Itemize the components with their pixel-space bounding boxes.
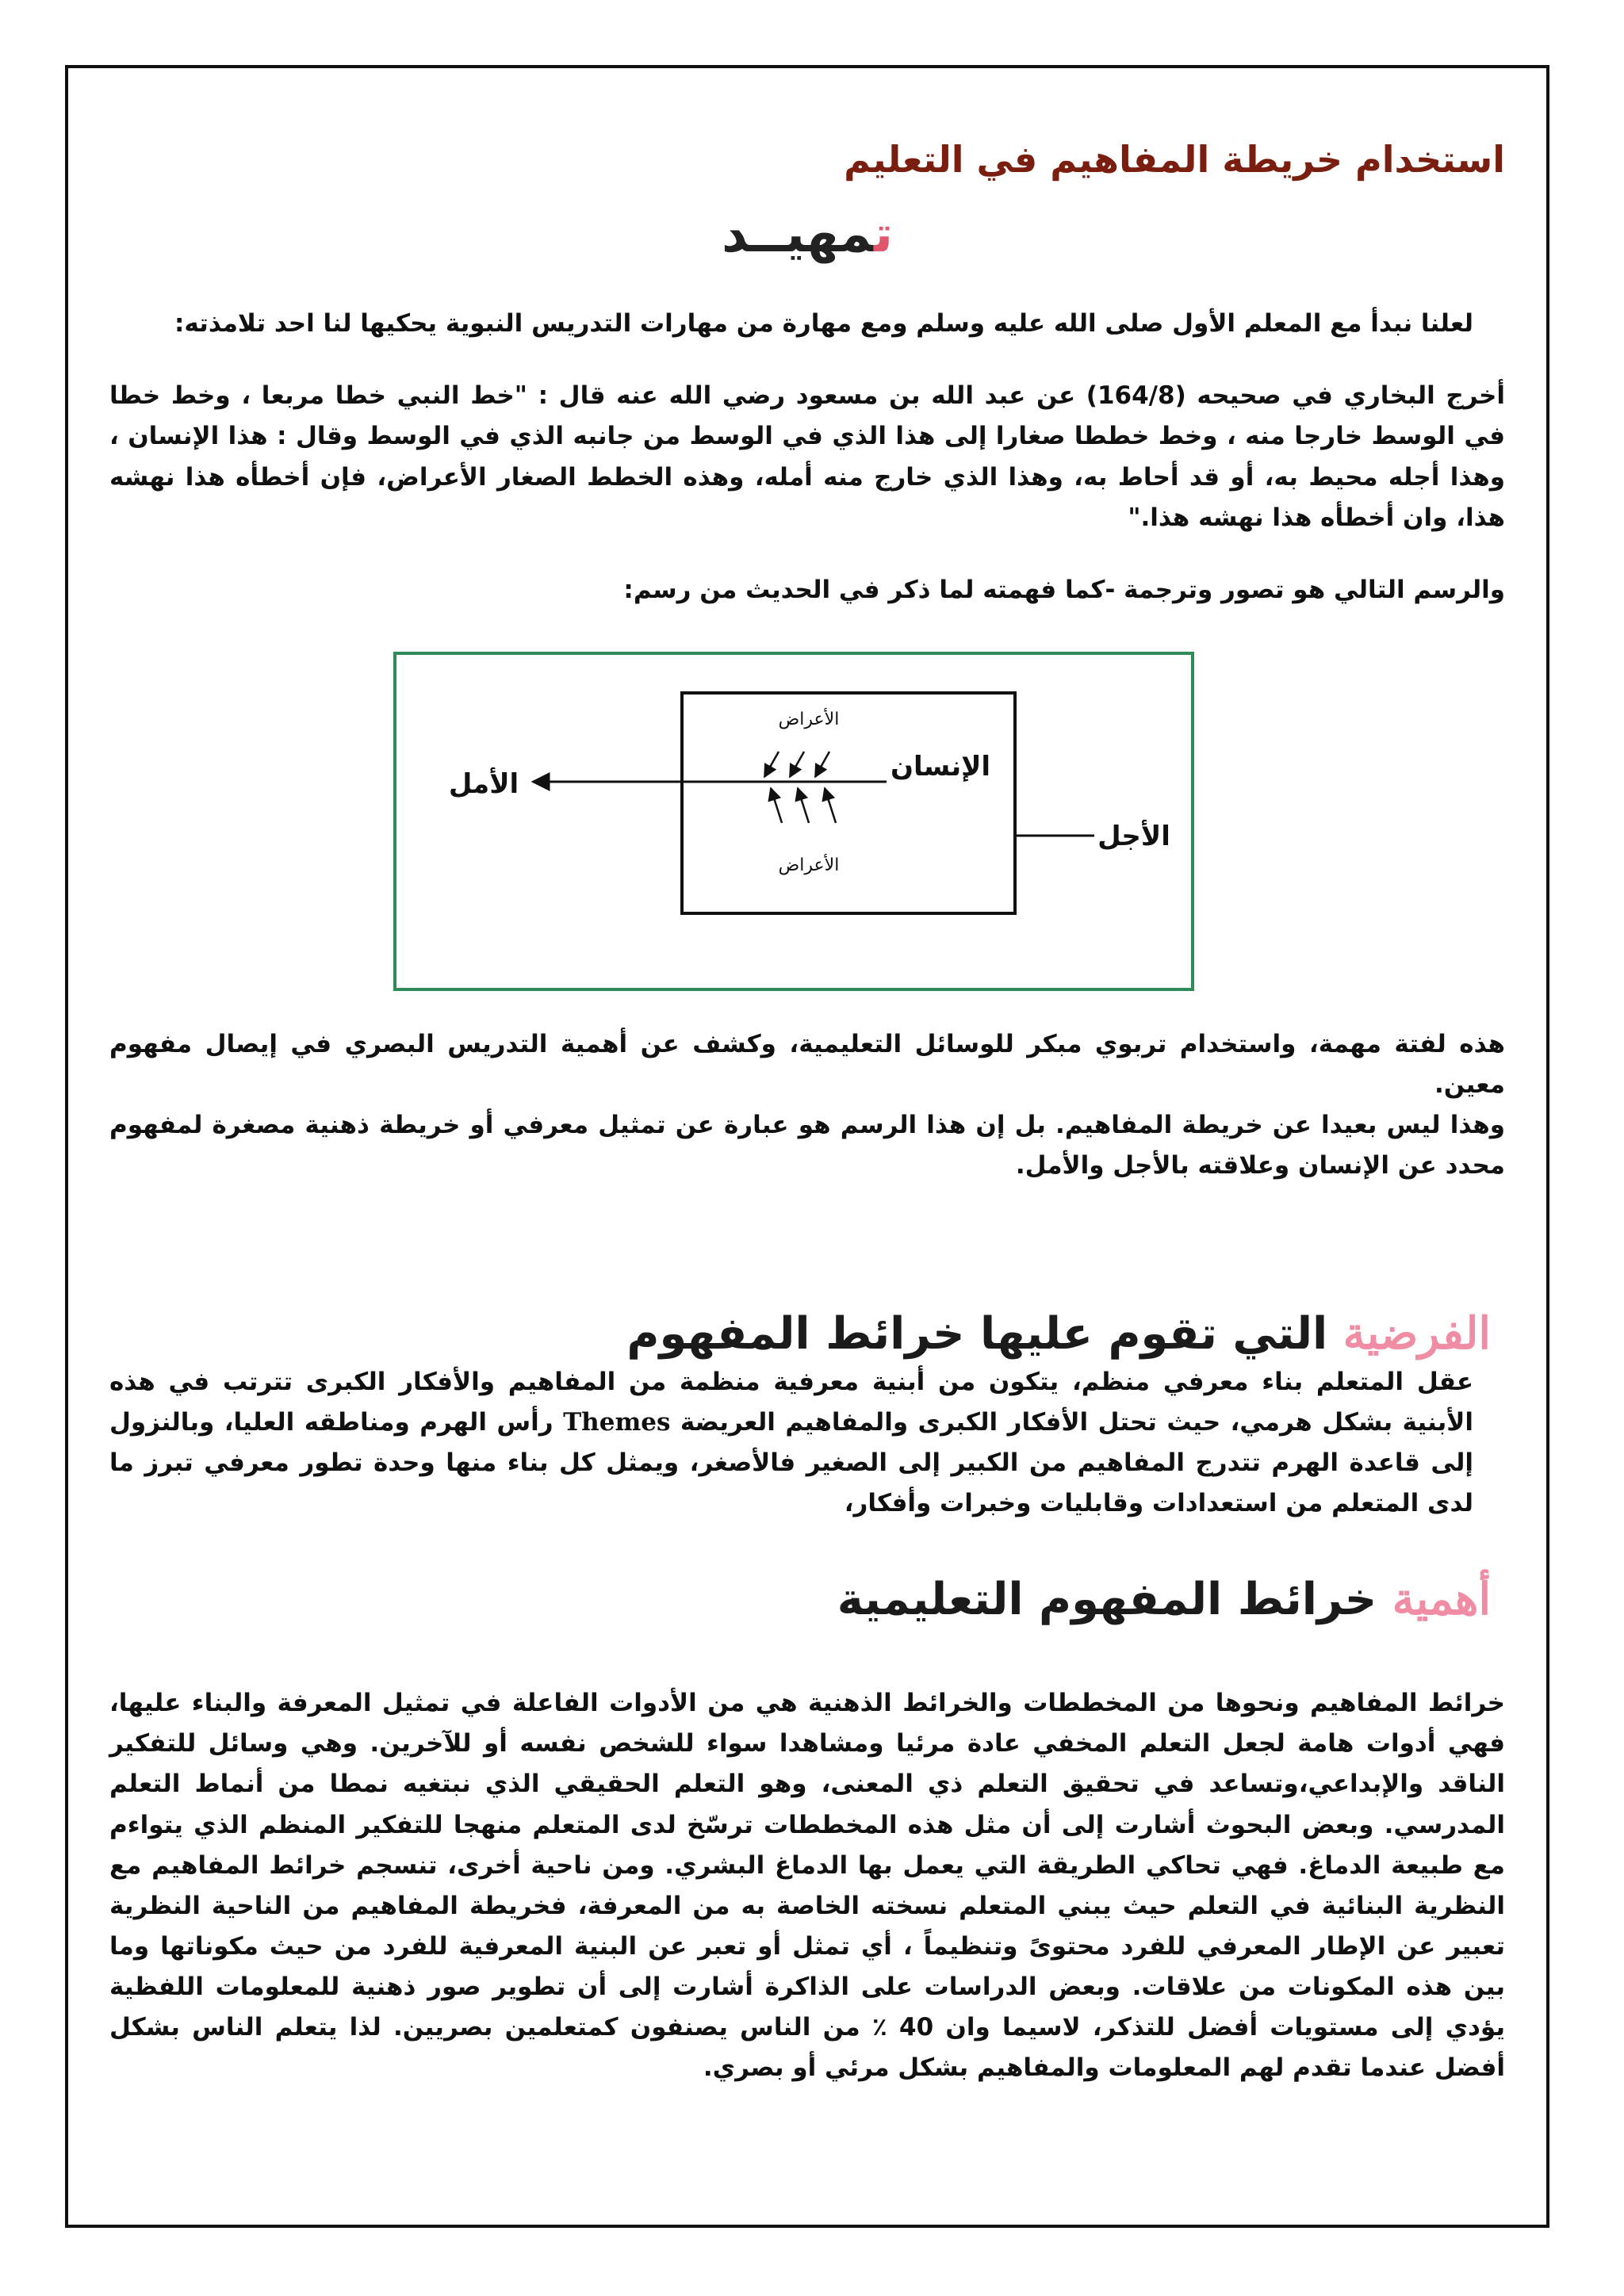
intro-heading: [109, 205, 1505, 264]
symptom-arrow-top-2: [790, 752, 804, 777]
label-symptoms-bottom: الأعراض: [778, 855, 840, 876]
symptom-arrow-top-1: [764, 752, 779, 777]
label-hope: الأمل: [448, 768, 519, 801]
importance-heading: [109, 1571, 1505, 1628]
symptom-arrow-bottom-3: [825, 788, 836, 823]
hadith-diagram: [109, 652, 1505, 993]
importance-heading-highlight: أهمية: [1392, 1573, 1491, 1626]
symptom-arrow-top-3: [815, 752, 829, 777]
intro-line: لعلنا نبدأ مع المعلم الأول صلى الله عليه وسلم ومع مهارة من مهارات التدريس النبوية يحكيها لنا احد تلامذته:: [174, 309, 1473, 339]
diagram-intro: والرسم التالي هو تصور وترجمة -كما فهمته لما ذكر في الحديث من رسم:: [623, 575, 1505, 604]
importance-paragraph: خرائط المفاهيم ونحوها من المخططات والخرائط الذهنية هي من الأدوات الفاعلة في تمثيل المعرفة والبناء عليها، فهي أدوات هامة لجعل التعلم المخفي عادة مرئيا ومشاهدا سواء للشخص نفسه أو للآخرين. وهي وسائل للتفكير الناقد والإبداعي،وتساعد في تحقيق التعلم ذي المعنى، وهو التعلم الحقيقي الذي نبتغيه نمطا من أنماط التعلم المدرسي. وبعض البحوث أشارت إلى أن مثل هذه المخططات ترسّخ لدى المتعلم منهجا للتفكير المنظم الذي يتواءم مع طبيعة الدماغ. فهي تحاكي الطريقة التي يعمل بها الدماغ البشري. ومن ناحية أخرى، تنسجم خرائط المفاهيم مع النظرية البنائية في التعلم حيث يبني المتعلم نسخته الخاصة به من المعرفة، فخريطة المفاهيم من الناحية النظرية تعبير عن الإطار المعرفي للفرد محتوىً وتنظيماً ، أي تمثل أو تعبر عن البنية المعرفية للفرد من حيث مكوناتها وما بين هذه المكونات من علاقات. وبعض الدراسات على الذاكرة أشارت إلى أن تطوير صور ذهنية للمعلومات اللفظية يؤدي إلى مستويات أفضل للتذكر، لاسيما وان 40 ٪ من الناس يصنفون كمتعلمين بصريين. لذا يتعلم الناس بشكل أفضل عندما تقدم لهم المعلومات والمفاهيم بشكل مرئي أو بصري.: [109, 1689, 1506, 2083]
hadith-paragraph: أخرج البخاري في صحيحه (164/8) عن عبد الله بن مسعود رضي الله عنه قال : "خط النبي خطا مربعا ، وخط خطا في الوسط خارجا منه ، وخط خططا صغارا إلى هذا الذي في الوسط من جانبه الذي في الوسط وقال : هذا الإنسان ، وهذا أجله محيط به، أو قد أحاط به، وهذا الذي خارج منه أمله، وهذه الخطط الصغار الأعراض، فإن أخطأه هذا نهشه هذا، وان أخطأه هذا نهشه هذا.": [109, 381, 1505, 532]
diagram-frame: [393, 652, 1194, 991]
label-human: الإنسان: [890, 751, 991, 783]
assumption-heading: [109, 1306, 1505, 1362]
document-body: [65, 65, 1549, 2228]
symptom-arrow-bottom-1: [771, 788, 782, 823]
intro-heading-rest: مهيــد: [721, 205, 874, 265]
after-diagram-line-2: وهذا ليس بعيدا عن خريطة المفاهيم. بل إن هذا الرسم هو عبارة عن تمثيل معرفي أو خريطة ذهنية مصغرة لمفهوم محدد عن الإنسان وعلاقته بالأجل والأمل.: [109, 1111, 1505, 1181]
importance-heading-rest: خرائط المفهوم التعليمية: [837, 1574, 1377, 1626]
label-symptoms-top: الأعراض: [778, 710, 840, 730]
assumption-heading-highlight: الفرضية: [1342, 1307, 1491, 1360]
symptom-arrow-bottom-2: [798, 788, 809, 823]
document-title: استخدام خريطة المفاهيم في التعليم: [844, 138, 1505, 181]
label-term: الأجل: [1097, 821, 1170, 853]
term-square: [682, 693, 1015, 913]
themes-term: Themes: [563, 1407, 671, 1437]
assumption-heading-rest: التي تقوم عليها خرائط المفهوم: [626, 1307, 1328, 1360]
assumption-text-part-2: رأس الهرم ومناطقه العليا، وبالنزول إلى قاعدة الهرم تتدرج المفاهيم من الكبير إلى الصغير فالأصغر، ويمثل كل بناء منها وحدة تطور معرفي تبرز ما لدى المتعلم من استعدادات وقابليات وخبرات وأفكار،: [109, 1407, 1473, 1518]
assumption-text-part-1: عقل المتعلم بناء معرفي منظم، يتكون من أبنية معرفية منظمة من المفاهيم والأفكار الكبرى تترتب في هذه الأبنية بشكل هرمي، حيث تحتل الأفكار الكبرى والمفاهيم العريضة: [109, 1367, 1473, 1437]
assumption-paragraph: [109, 1362, 1505, 1525]
after-diagram-line-1: هذه لفتة مهمة، واستخدام تربوي مبكر للوسائل التعليمية، وكشف عن أهمية التدريس البصري في إيصال مفهوم معين.: [109, 1030, 1505, 1100]
intro-heading-accent: ت: [873, 205, 894, 265]
